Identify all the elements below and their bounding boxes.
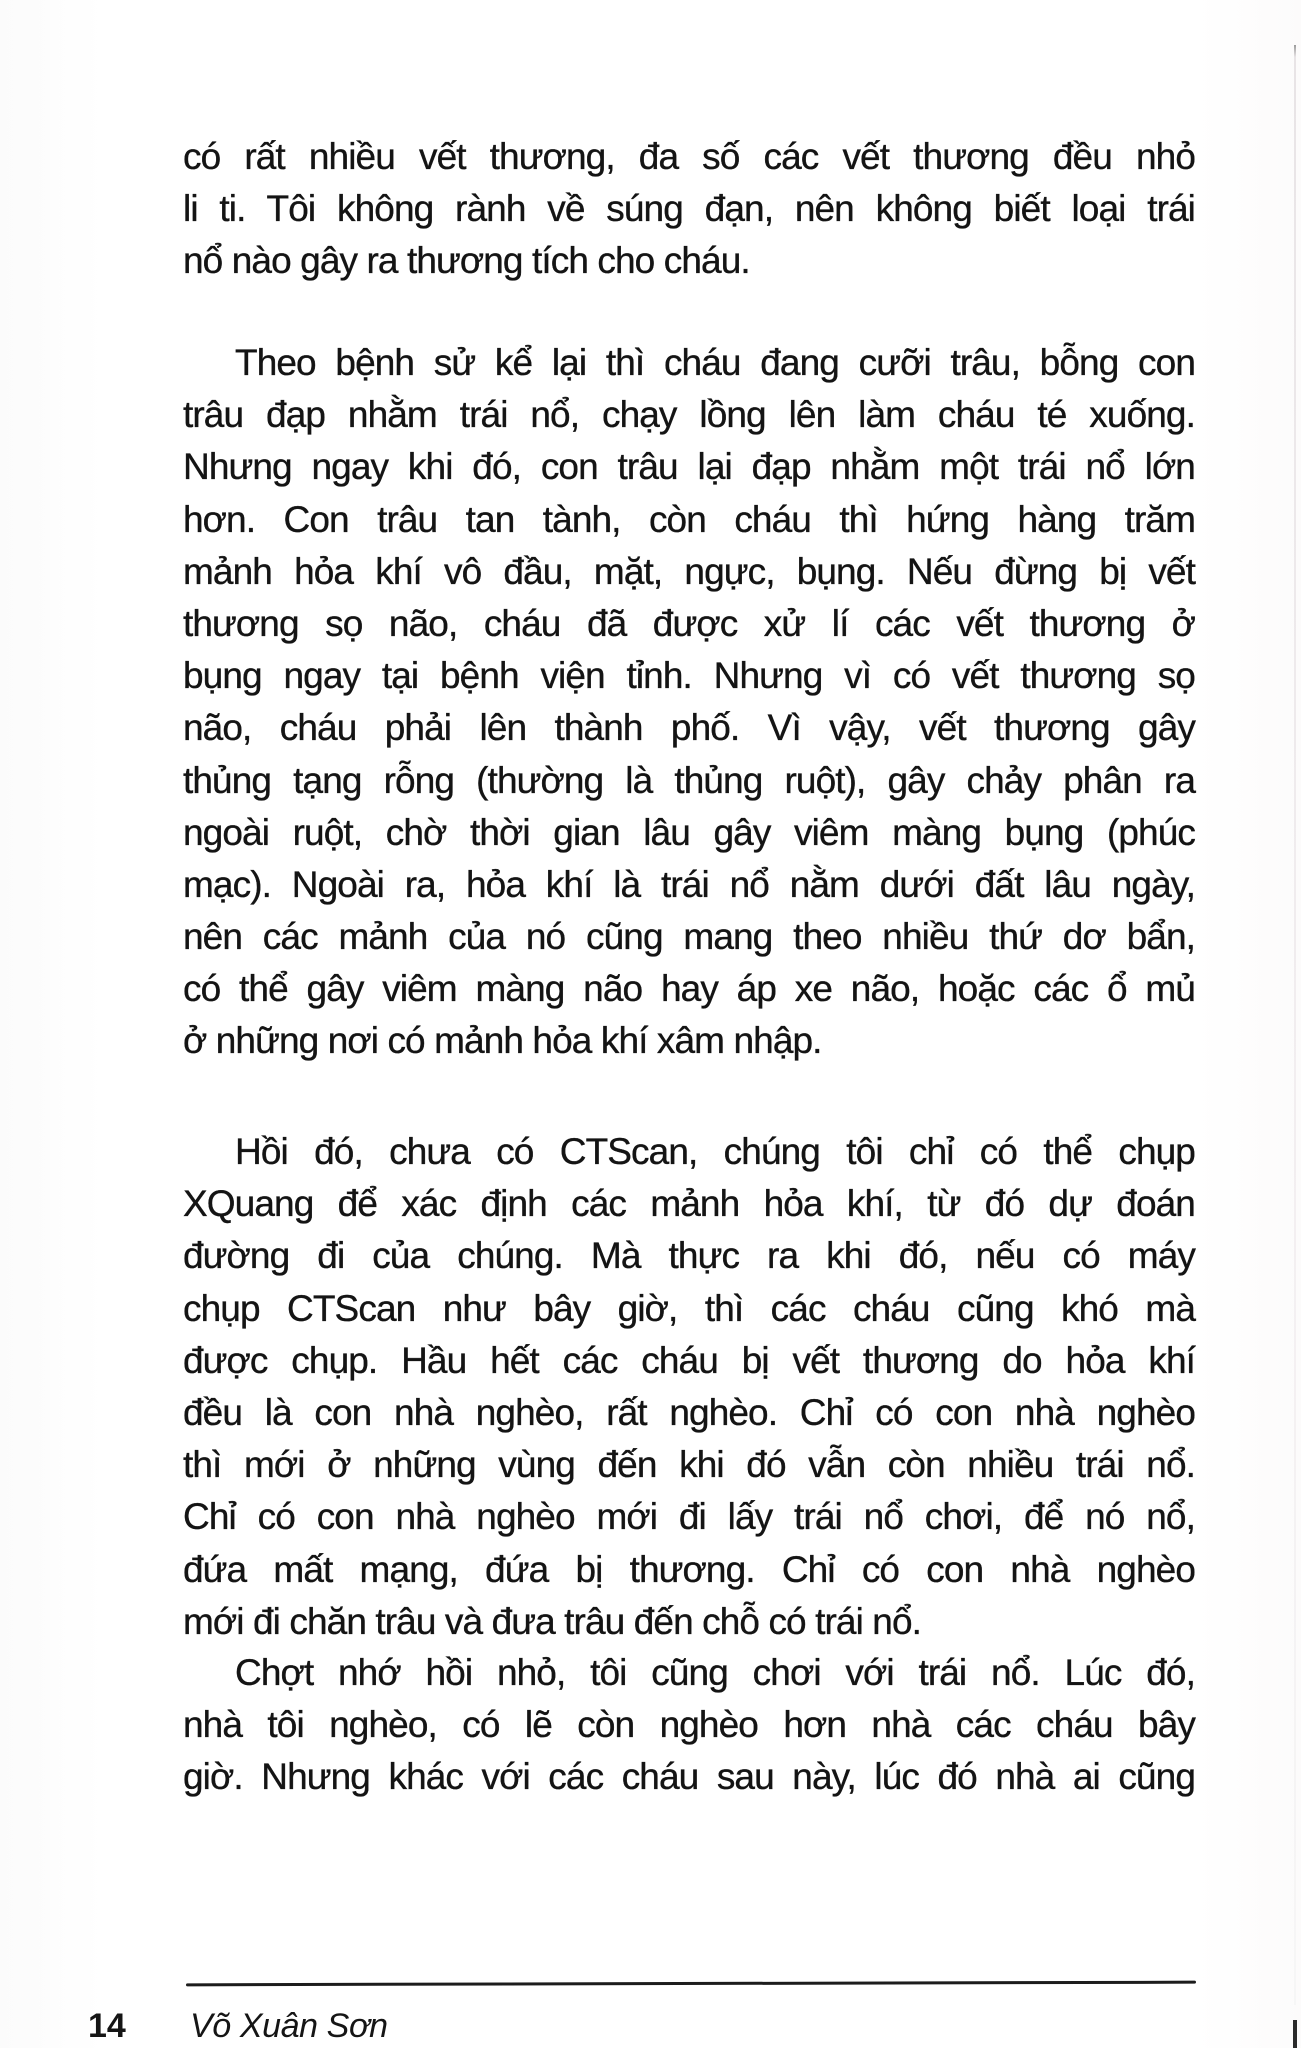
- text-line: XQuang để xác định các mảnh hỏa khí, từ đó dự đoán: [183, 1183, 1195, 1225]
- text-line: não, cháu phải lên thành phố. Vì vậy, vết thương gây: [183, 707, 1195, 749]
- text-line: Hồi đó, chưa có CTScan, chúng tôi chỉ có thể chụp: [235, 1131, 1195, 1172]
- text-line: được chụp. Hầu hết các cháu bị vết thương do hỏa khí: [183, 1339, 1195, 1381]
- page-edge-corner: [1293, 2020, 1297, 2048]
- text-line: giờ. Nhưng khác với các cháu sau này, lúc đó nhà ai cũng: [183, 1756, 1195, 1798]
- text-line: đều là con nhà nghèo, rất nghèo. Chỉ có con nhà nghèo: [183, 1391, 1195, 1433]
- text-line: Theo bệnh sử kể lại thì cháu đang cưỡi trâu, bỗng con: [235, 342, 1195, 383]
- text-line: bụng ngay tại bệnh viện tỉnh. Nhưng vì có vết thương sọ: [183, 655, 1195, 697]
- paragraph-4: [183, 1647, 1195, 1804]
- text-line: Chợt nhớ hồi nhỏ, tôi cũng chơi với trái nổ. Lúc đó,: [235, 1652, 1195, 1693]
- text-line: ở những nơi có mảnh hỏa khí xâm nhập.: [183, 1020, 822, 1062]
- text-line: chụp CTScan như bây giờ, thì các cháu cũng khó mà: [183, 1287, 1195, 1329]
- text-line: Nhưng ngay khi đó, con trâu lại đạp nhằm một trái nổ lớn: [183, 446, 1195, 488]
- text-line: mạc). Ngoài ra, hỏa khí là trái nổ nằm dưới đất lâu ngày,: [183, 863, 1195, 905]
- text-line: mới đi chăn trâu và đưa trâu đến chỗ có trái nổ.: [183, 1600, 922, 1642]
- text-line: mảnh hỏa khí vô đầu, mặt, ngực, bụng. Nếu đừng bị vết: [183, 550, 1195, 592]
- text-line: ngoài ruột, chờ thời gian lâu gây viêm màng bụng (phúc: [183, 811, 1195, 853]
- paragraph-2: [183, 337, 1195, 1068]
- text-line: trâu đạp nhằm trái nổ, chạy lồng lên làm cháu té xuống.: [183, 394, 1195, 436]
- text-line: nổ nào gây ra thương tích cho cháu.: [183, 240, 750, 282]
- text-line: thương sọ não, cháu đã được xử lí các vết thương ở: [183, 602, 1195, 644]
- page-number: 14: [88, 2007, 126, 2045]
- running-footer-author: Võ Xuân Sơn: [190, 2007, 388, 2045]
- text-line: nên các mảnh của nó cũng mang theo nhiều thứ dơ bẩn,: [183, 916, 1195, 958]
- text-line: thì mới ở những vùng đến khi đó vẫn còn nhiều trái nổ.: [183, 1444, 1195, 1486]
- text-line: thủng tạng rỗng (thường là thủng ruột), gây chảy phân ra: [183, 759, 1195, 801]
- text-line: có thể gây viêm màng não hay áp xe não, hoặc các ổ mủ: [183, 968, 1195, 1010]
- text-line: Chỉ có con nhà nghèo mới đi lấy trái nổ chơi, để nó nổ,: [183, 1496, 1195, 1538]
- page-edge-shadow: [1294, 45, 1296, 2005]
- paragraph-1: [183, 131, 1195, 288]
- paragraph-3: [183, 1126, 1195, 1648]
- text-line: đường đi của chúng. Mà thực ra khi đó, nếu có máy: [183, 1235, 1195, 1277]
- footer-divider: [186, 1981, 1196, 1987]
- text-line: có rất nhiều vết thương, đa số các vết thương đều nhỏ: [183, 136, 1195, 177]
- text-line: li ti. Tôi không rành về súng đạn, nên không biết loại trái: [183, 188, 1195, 230]
- text-line: hơn. Con trâu tan tành, còn cháu thì hứng hàng trăm: [183, 498, 1195, 540]
- text-line: đứa mất mạng, đứa bị thương. Chỉ có con nhà nghèo: [183, 1548, 1195, 1590]
- text-line: nhà tôi nghèo, có lẽ còn nghèo hơn nhà các cháu bây: [183, 1704, 1195, 1746]
